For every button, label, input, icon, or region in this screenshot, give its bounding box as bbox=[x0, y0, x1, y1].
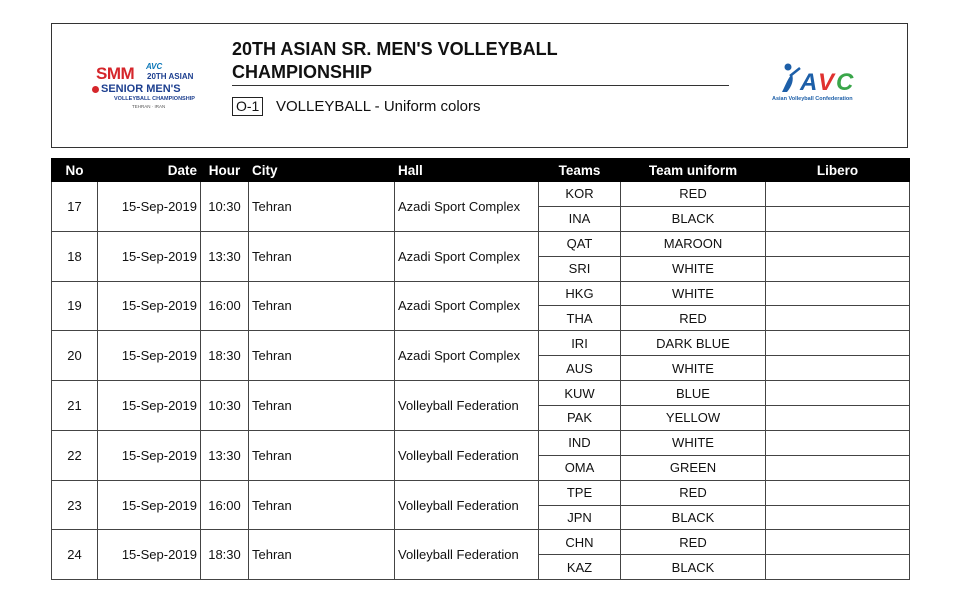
match-hour: 13:30 bbox=[201, 231, 249, 281]
svg-text:A: A bbox=[800, 69, 818, 96]
uniform-home: WHITE bbox=[621, 430, 766, 455]
match-hall: Volleyball Federation bbox=[395, 480, 539, 530]
schedule-table bbox=[51, 158, 910, 580]
libero-away bbox=[766, 455, 910, 480]
svg-text:V: V bbox=[818, 69, 835, 96]
col-header-no: No bbox=[52, 159, 98, 182]
smm-logo-line bbox=[92, 83, 181, 95]
uniform-away: RED bbox=[621, 306, 766, 331]
match-city: Tehran bbox=[249, 281, 395, 331]
uniform-away: BLACK bbox=[621, 555, 766, 580]
uniform-home: RED bbox=[621, 182, 766, 207]
match-date: 15-Sep-2019 bbox=[98, 480, 201, 530]
team-away: JPN bbox=[539, 505, 621, 530]
match-city: Tehran bbox=[249, 430, 395, 480]
avc-logo-caption: Asian Volleyball Confederation bbox=[772, 96, 853, 102]
match-no: 24 bbox=[52, 530, 98, 580]
libero-home bbox=[766, 480, 910, 505]
match-hall: Volleyball Federation bbox=[395, 430, 539, 480]
libero-home bbox=[766, 530, 910, 555]
match-city: Tehran bbox=[249, 182, 395, 232]
smm-dot-icon bbox=[92, 86, 99, 93]
table-header-row bbox=[52, 159, 910, 182]
match-hour: 13:30 bbox=[201, 430, 249, 480]
col-header-hall: Hall bbox=[395, 159, 539, 182]
match-no: 21 bbox=[52, 381, 98, 431]
match-city: Tehran bbox=[249, 381, 395, 431]
match-hour: 16:00 bbox=[201, 480, 249, 530]
match-hall: Azadi Sport Complex bbox=[395, 231, 539, 281]
uniform-home: BLUE bbox=[621, 381, 766, 406]
title-line-1: 20TH ASIAN SR. MEN'S VOLLEYBALL bbox=[232, 39, 558, 59]
libero-away bbox=[766, 555, 910, 580]
col-header-libero: Libero bbox=[766, 159, 910, 182]
team-home: CHN bbox=[539, 530, 621, 555]
libero-home bbox=[766, 381, 910, 406]
libero-home bbox=[766, 281, 910, 306]
uniform-home: DARK BLUE bbox=[621, 331, 766, 356]
match-date: 15-Sep-2019 bbox=[98, 182, 201, 232]
match-hour: 18:30 bbox=[201, 530, 249, 580]
team-home: IND bbox=[539, 430, 621, 455]
libero-away bbox=[766, 406, 910, 431]
team-home: KOR bbox=[539, 182, 621, 207]
smm-logo-avc: AVC bbox=[146, 62, 163, 71]
match-hall: Volleyball Federation bbox=[395, 530, 539, 580]
page-title bbox=[232, 38, 632, 84]
team-home: IRI bbox=[539, 331, 621, 356]
libero-away bbox=[766, 356, 910, 381]
smm-logo-edition: 20TH ASIAN bbox=[147, 72, 194, 81]
libero-home bbox=[766, 430, 910, 455]
uniform-home: RED bbox=[621, 530, 766, 555]
uniform-away: BLACK bbox=[621, 206, 766, 231]
uniform-home: WHITE bbox=[621, 281, 766, 306]
match-hour: 10:30 bbox=[201, 182, 249, 232]
col-header-city: City bbox=[249, 159, 395, 182]
match-date: 15-Sep-2019 bbox=[98, 530, 201, 580]
match-date: 15-Sep-2019 bbox=[98, 430, 201, 480]
table-row bbox=[52, 281, 910, 306]
smm-championship-logo bbox=[92, 62, 217, 124]
match-date: 15-Sep-2019 bbox=[98, 381, 201, 431]
match-city: Tehran bbox=[249, 231, 395, 281]
libero-home bbox=[766, 331, 910, 356]
schedule-body bbox=[52, 182, 910, 580]
team-away: SRI bbox=[539, 256, 621, 281]
libero-away bbox=[766, 256, 910, 281]
match-no: 18 bbox=[52, 231, 98, 281]
match-hour: 16:00 bbox=[201, 281, 249, 331]
table-row bbox=[52, 480, 910, 505]
title-divider bbox=[232, 85, 729, 86]
smm-logo-main: SMM bbox=[96, 64, 135, 83]
document-subtitle: VOLLEYBALL - Uniform colors bbox=[276, 98, 481, 115]
uniform-away: BLACK bbox=[621, 505, 766, 530]
document-header bbox=[51, 23, 908, 148]
col-header-teams: Teams bbox=[539, 159, 621, 182]
team-away: THA bbox=[539, 306, 621, 331]
team-home: QAT bbox=[539, 231, 621, 256]
col-header-hour: Hour bbox=[201, 159, 249, 182]
match-city: Tehran bbox=[249, 331, 395, 381]
match-no: 17 bbox=[52, 182, 98, 232]
smm-logo-line-text: SENIOR MEN'S bbox=[101, 83, 181, 95]
uniform-home: RED bbox=[621, 480, 766, 505]
match-hall: Azadi Sport Complex bbox=[395, 331, 539, 381]
col-header-date: Date bbox=[98, 159, 201, 182]
libero-away bbox=[766, 306, 910, 331]
team-away: OMA bbox=[539, 455, 621, 480]
team-home: HKG bbox=[539, 281, 621, 306]
uniform-away: WHITE bbox=[621, 356, 766, 381]
team-home: TPE bbox=[539, 480, 621, 505]
smm-logo-place: TEHRAN · IRAN bbox=[132, 104, 166, 109]
table-row bbox=[52, 381, 910, 406]
match-hall: Volleyball Federation bbox=[395, 381, 539, 431]
svg-text:C: C bbox=[836, 69, 854, 96]
match-no: 19 bbox=[52, 281, 98, 331]
libero-home bbox=[766, 182, 910, 207]
uniform-home: MAROON bbox=[621, 231, 766, 256]
uniform-away: GREEN bbox=[621, 455, 766, 480]
team-away: PAK bbox=[539, 406, 621, 431]
col-header-uniform: Team uniform bbox=[621, 159, 766, 182]
table-row bbox=[52, 530, 910, 555]
match-no: 22 bbox=[52, 430, 98, 480]
match-hall: Azadi Sport Complex bbox=[395, 281, 539, 331]
match-no: 20 bbox=[52, 331, 98, 381]
team-away: KAZ bbox=[539, 555, 621, 580]
table-row bbox=[52, 430, 910, 455]
uniform-away: WHITE bbox=[621, 256, 766, 281]
avc-logo-icon bbox=[778, 62, 868, 96]
match-hour: 10:30 bbox=[201, 381, 249, 431]
match-date: 15-Sep-2019 bbox=[98, 331, 201, 381]
match-city: Tehran bbox=[249, 530, 395, 580]
match-city: Tehran bbox=[249, 480, 395, 530]
libero-away bbox=[766, 206, 910, 231]
table-row bbox=[52, 231, 910, 256]
avc-logo bbox=[772, 62, 872, 110]
team-away: INA bbox=[539, 206, 621, 231]
match-date: 15-Sep-2019 bbox=[98, 231, 201, 281]
uniform-away: YELLOW bbox=[621, 406, 766, 431]
table-row bbox=[52, 182, 910, 207]
match-hall: Azadi Sport Complex bbox=[395, 182, 539, 232]
match-date: 15-Sep-2019 bbox=[98, 281, 201, 331]
table-row bbox=[52, 331, 910, 356]
title-line-2: CHAMPIONSHIP bbox=[232, 62, 373, 82]
team-home: KUW bbox=[539, 381, 621, 406]
smm-logo-sub: VOLLEYBALL CHAMPIONSHIP bbox=[114, 96, 195, 102]
team-away: AUS bbox=[539, 356, 621, 381]
libero-away bbox=[766, 505, 910, 530]
match-hour: 18:30 bbox=[201, 331, 249, 381]
libero-home bbox=[766, 231, 910, 256]
match-no: 23 bbox=[52, 480, 98, 530]
document-code: O-1 bbox=[232, 97, 263, 116]
